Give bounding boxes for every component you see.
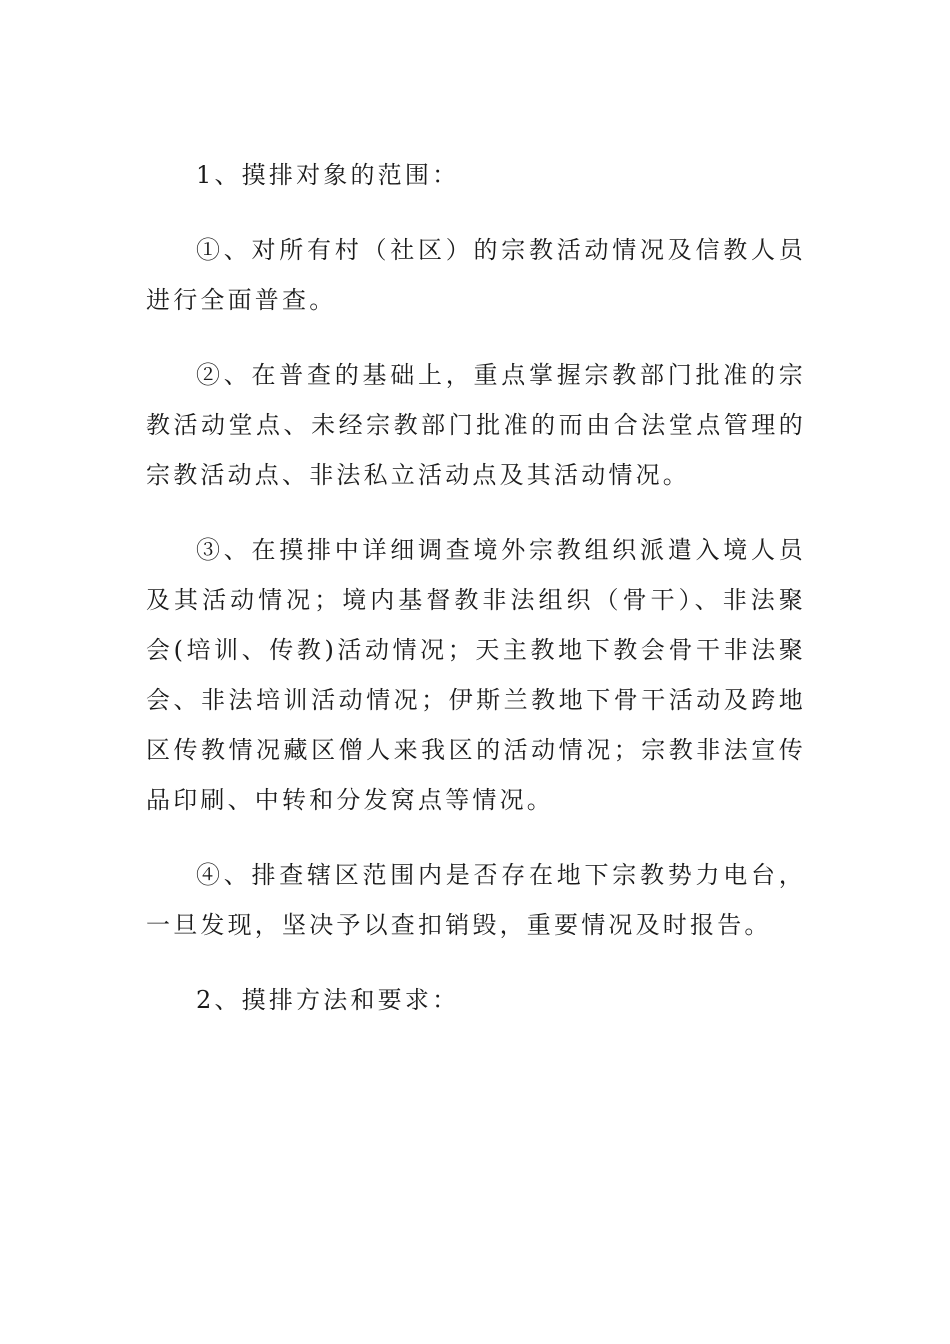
paragraph-item-3: ③、在摸排中详细调查境外宗教组织派遣入境人员及其活动情况；境内基督教非法组织（骨干）、非法聚会(培训、传教)活动情况；天主教地下教会骨干非法聚会、非法培训活动情况；伊斯兰教地下骨干活动及跨地区传教情况藏区僧人来我区的活动情况；宗教非法宣传品印刷、中转和分发窝点等情况。: [146, 536, 806, 814]
section-heading-2: 2、摸排方法和要求：: [196, 986, 460, 1014]
paragraph-item-2: ②、在普查的基础上，重点掌握宗教部门批准的宗教活动堂点、未经宗教部门批准的而由合法堂点管理的宗教活动点、非法私立活动点及其活动情况。: [146, 361, 806, 489]
paragraph-item-1: ①、对所有村（社区）的宗教活动情况及信教人员进行全面普查。: [146, 236, 806, 314]
document-body: [146, 150, 806, 1025]
section-heading-1: 1、摸排对象的范围：: [196, 161, 460, 189]
paragraph-item-4: ④、排查辖区范围内是否存在地下宗教势力电台，一旦发现，坚决予以查扣销毁，重要情况及时报告。: [146, 861, 806, 939]
